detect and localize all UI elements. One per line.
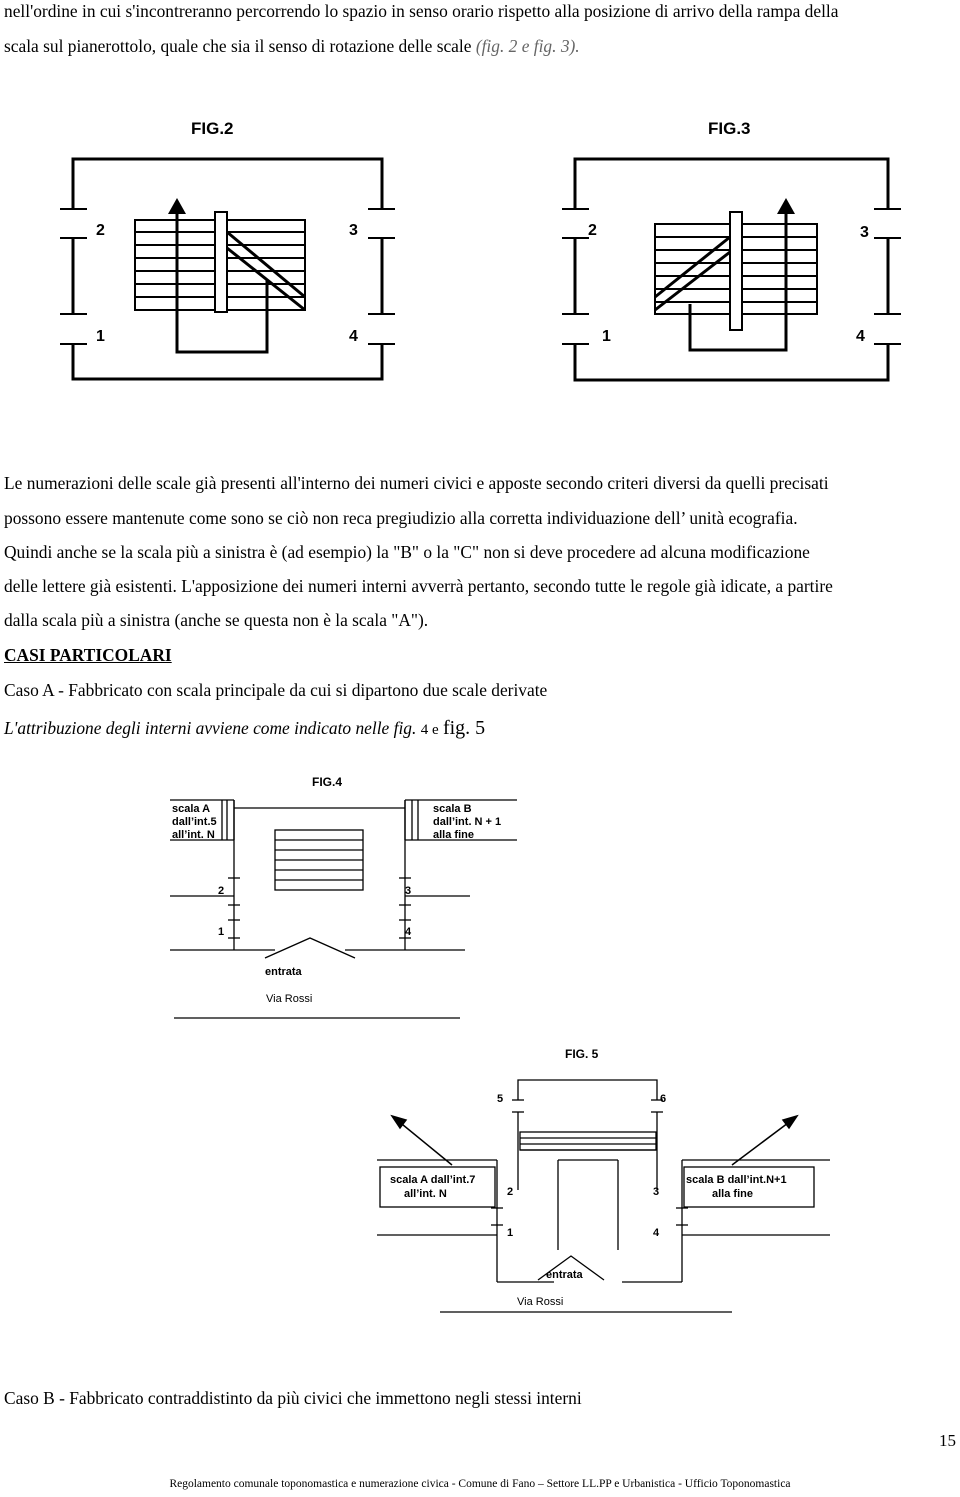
attribution-text: L'attribuzione degli interni avviene come indicato nelle fig. (4, 718, 417, 738)
body-line-5: dalla scala più a sinistra (anche se questa non è la scala "A"). (4, 610, 429, 630)
figure-4-scala-a-line-3: all’int. N (172, 829, 215, 841)
caso-a-line: Caso A - Fabbricato con scala principale da cui si dipartono due scale derivate (4, 680, 548, 700)
intro-line-2 (4, 29, 580, 63)
figure-4-scala-a-line-2: dall’int.5 (172, 816, 217, 828)
figure-5-scala-b-line-1: scala B dall’int.N+1 (686, 1174, 787, 1186)
figure-5-label-4: 4 (653, 1227, 660, 1239)
figure-3-label-2: 2 (588, 222, 597, 239)
figure-5-label-1: 1 (507, 1227, 514, 1239)
attribution-fig-ref: fig. 5 (442, 717, 486, 739)
intro-line-1: nell'ordine in cui s'incontreranno percorrendo lo spazio in senso orario rispetto alla posizione di arrivo della rampa della (4, 1, 839, 21)
figure-4-scala-b-line-1: scala B (433, 803, 472, 815)
page-number: 15 (939, 1431, 956, 1450)
figure-4-scala-b-line-2: dall’int. N + 1 (433, 816, 502, 828)
figure-4-title: FIG.4 (312, 775, 343, 789)
figure-5-scala-a-line-1: scala A dall’int.7 (390, 1174, 476, 1186)
figure-2-label-1: 1 (96, 328, 105, 345)
figure-5-drawing (372, 1040, 852, 1320)
body-line-2: possono essere mantenute come sono se ciò non reca pregiudizio alla corretta individuazione dell’ unità ecografia. (4, 508, 798, 528)
intro-line-2-text: scala sul pianerottolo, quale che sia il senso di rotazione delle scale (4, 36, 472, 56)
figure-3-label-1: 1 (602, 328, 611, 345)
figure-5-title: FIG. 5 (565, 1047, 599, 1061)
figure-3 (560, 112, 910, 392)
figure-4-label-1: 1 (218, 926, 225, 938)
figure-5 (372, 1040, 852, 1320)
figure-4-label-4: 4 (405, 926, 412, 938)
figure-3-title: FIG.3 (708, 119, 751, 138)
figure-2 (55, 112, 400, 392)
figure-4-label-2: 2 (218, 885, 225, 897)
figure-5-label-5: 5 (497, 1093, 504, 1105)
figure-5-entrata-label: entrata (546, 1269, 583, 1281)
intro-figure-reference: (fig. 2 e fig. 3). (475, 36, 580, 56)
figure-5-label-2: 2 (507, 1186, 514, 1198)
figure-5-label-6: 6 (660, 1093, 667, 1105)
attribution-ref: 4 e (420, 722, 439, 738)
figure-5-label-3: 3 (653, 1186, 660, 1198)
attribution-line (4, 711, 485, 747)
page-footer: Regolamento comunale toponomastica e numerazione civica - Comune di Fano – Settore LL.PP e Urbanistica - Ufficio Toponomastica (169, 1478, 791, 1490)
figure-4-scala-a-line-1: scala A (172, 803, 211, 815)
figure-4-street-label: Via Rossi (266, 993, 313, 1005)
figure-4-entrata-label: entrata (265, 966, 302, 978)
figure-3-label-4: 4 (856, 328, 865, 345)
figure-2-drawing (55, 112, 400, 392)
section-heading: CASI PARTICOLARI (4, 645, 172, 665)
figure-2-title: FIG.2 (191, 119, 234, 138)
figure-5-scala-b-line-2: alla fine (712, 1188, 753, 1200)
figure-5-scala-a-line-2: all’int. N (404, 1188, 447, 1200)
figure-4 (160, 770, 540, 1030)
figure-4-drawing (160, 770, 540, 1030)
figure-2-label-2: 2 (96, 222, 105, 239)
figure-4-scala-b-line-3: alla fine (433, 829, 474, 841)
figure-3-label-3: 3 (860, 224, 869, 241)
caso-b-line: Caso B - Fabbricato contraddistinto da più civici che immettono negli stessi interni (4, 1388, 582, 1408)
body-line-1: Le numerazioni delle scale già presenti all'interno dei numeri civici e apposte secondo criteri diversi da quelli precisati (4, 473, 829, 493)
figure-5-street-label: Via Rossi (517, 1296, 564, 1308)
figure-2-label-4: 4 (349, 328, 358, 345)
figure-4-label-3: 3 (405, 885, 412, 897)
body-line-4: delle lettere già esistenti. L'apposizione dei numeri interni avverrà pertanto, secondo tutte le regole già idicate, a partire (4, 576, 833, 596)
figure-3-drawing (560, 112, 910, 392)
figure-2-label-3: 3 (349, 222, 358, 239)
body-line-3: Quindi anche se la scala più a sinistra è (ad esempio) la "B" o la "C" non si deve procedere ad alcuna modificazione (4, 542, 810, 562)
